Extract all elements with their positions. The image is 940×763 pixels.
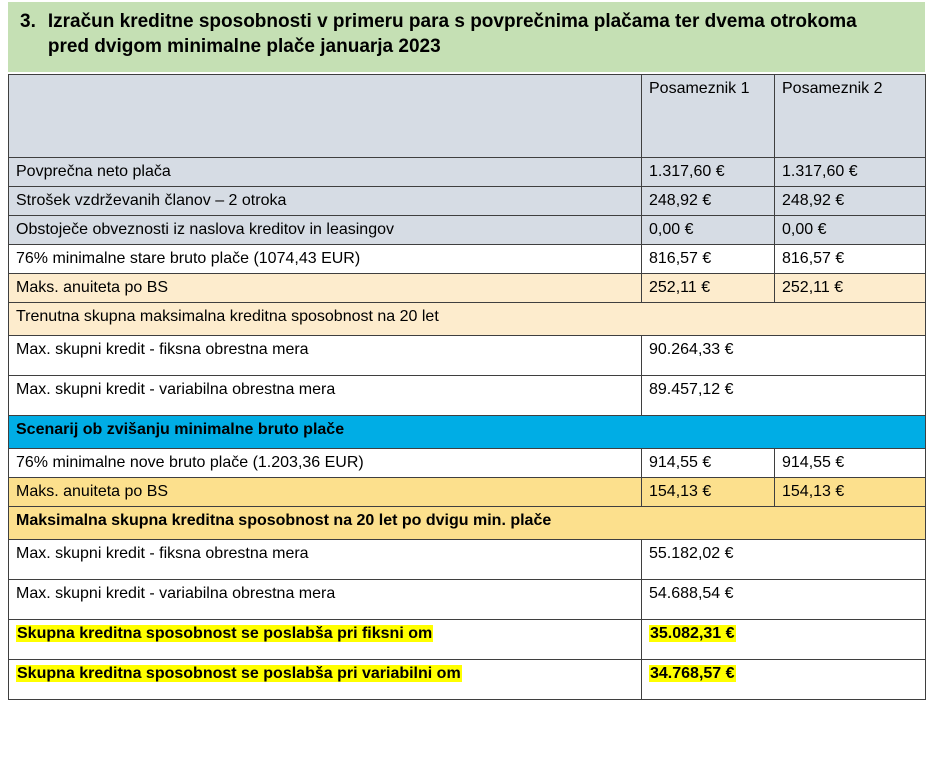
row-value-merged: 89.457,12 € xyxy=(642,376,926,416)
row-value-person2: 252,11 € xyxy=(775,274,926,303)
row-value-person2: 914,55 € xyxy=(775,449,926,478)
row-label: 76% minimalne nove bruto plače (1.203,36 EUR) xyxy=(9,449,642,478)
row-label: Obstoječe obveznosti iz naslova kreditov in leasingov xyxy=(9,216,642,245)
row-label: Maks. anuiteta po BS xyxy=(9,478,642,507)
row-value-person2: 0,00 € xyxy=(775,216,926,245)
row-label: Strošek vzdrževanih članov – 2 otroka xyxy=(9,187,642,216)
row-label xyxy=(9,660,642,700)
table-row xyxy=(9,376,926,416)
row-label xyxy=(9,620,642,660)
table-row xyxy=(9,274,926,303)
table-row-result-variable xyxy=(9,660,926,700)
row-label: 76% minimalne stare bruto plače (1074,43 EUR) xyxy=(9,245,642,274)
table-row xyxy=(9,216,926,245)
row-label: Max. skupni kredit - fiksna obrestna mera xyxy=(9,336,642,376)
table-row xyxy=(9,245,926,274)
row-label: Max. skupni kredit - variabilna obrestna mera xyxy=(9,376,642,416)
row-label: Povprečna neto plača xyxy=(9,158,642,187)
table-row-result-fixed xyxy=(9,620,926,660)
row-value-person1: 1.317,60 € xyxy=(642,158,775,187)
table-title-banner xyxy=(8,2,925,72)
row-value-person2: 1.317,60 € xyxy=(775,158,926,187)
table-row xyxy=(9,478,926,507)
table-row xyxy=(9,449,926,478)
page-title: Izračun kreditne sposobnosti v primeru para s povprečnima plačama ter dvema otrokoma pred dvigom minimalne plače januarja 2023 xyxy=(47,11,857,57)
row-label: Maks. anuiteta po BS xyxy=(9,274,642,303)
section-band-current-capacity xyxy=(9,303,926,336)
row-value-merged: 54.688,54 € xyxy=(642,580,926,620)
table-header-row xyxy=(9,75,926,158)
row-label: Max. skupni kredit - fiksna obrestna mera xyxy=(9,540,642,580)
row-value-person2: 154,13 € xyxy=(775,478,926,507)
highlighted-label: Skupna kreditna sposobnost se poslabša pri variabilni om xyxy=(17,665,461,682)
row-value-merged: 55.182,02 € xyxy=(642,540,926,580)
section-band-after-raise xyxy=(9,507,926,540)
header-cell-blank xyxy=(9,75,642,158)
row-value-person1: 154,13 € xyxy=(642,478,775,507)
row-value-person1: 252,11 € xyxy=(642,274,775,303)
row-value-person1: 816,57 € xyxy=(642,245,775,274)
section-band-label: Maksimalna skupna kreditna sposobnost na 20 let po dvigu min. plače xyxy=(9,507,926,540)
row-value-person2: 816,57 € xyxy=(775,245,926,274)
table-row xyxy=(9,187,926,216)
credit-capacity-table xyxy=(8,74,926,700)
row-value-merged xyxy=(642,660,926,700)
section-band-label: Trenutna skupna maksimalna kreditna sposobnost na 20 let xyxy=(9,303,926,336)
table-row xyxy=(9,540,926,580)
table-row xyxy=(9,336,926,376)
table-row xyxy=(9,158,926,187)
header-cell-person1: Posameznik 1 xyxy=(642,75,775,158)
header-cell-person2: Posameznik 2 xyxy=(775,75,926,158)
row-value-merged xyxy=(642,620,926,660)
row-value-person1: 0,00 € xyxy=(642,216,775,245)
row-value-person1: 914,55 € xyxy=(642,449,775,478)
highlighted-label: Skupna kreditna sposobnost se poslabša pri fiksni om xyxy=(17,625,433,642)
row-value-person2: 248,92 € xyxy=(775,187,926,216)
highlighted-value: 34.768,57 € xyxy=(650,665,735,682)
row-label: Max. skupni kredit - variabilna obrestna mera xyxy=(9,580,642,620)
title-number: 3. xyxy=(20,11,36,32)
table-row xyxy=(9,580,926,620)
highlighted-value: 35.082,31 € xyxy=(650,625,735,642)
row-value-person1: 248,92 € xyxy=(642,187,775,216)
section-band-scenario xyxy=(9,416,926,449)
section-band-label: Scenarij ob zvišanju minimalne bruto plače xyxy=(9,416,926,449)
row-value-merged: 90.264,33 € xyxy=(642,336,926,376)
